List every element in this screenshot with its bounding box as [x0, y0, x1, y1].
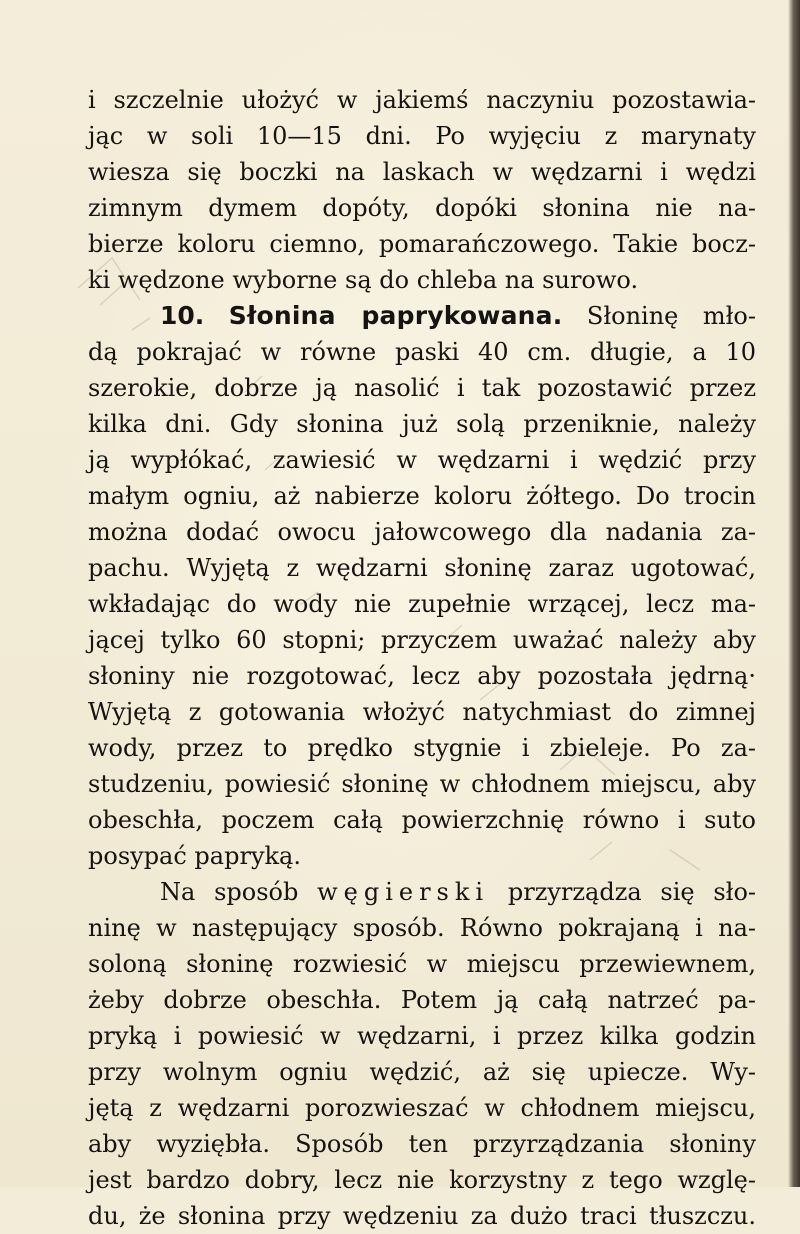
section-number: 10. [160, 301, 205, 330]
text-line: ki wędzone wyborne są do chleba na surowo. [88, 266, 639, 294]
text-line: Wyjętą z gotowania włożyć natychmiast do zimnej [88, 698, 756, 726]
text-line: jącej tylko 60 stopni; przyczem uważać należy aby [88, 626, 756, 654]
text-line: jąc w soli 10—15 dni. Po wyjęciu z marynaty [88, 122, 756, 150]
text-line: jętą z wędzarni porozwieszać w chłodnem miejscu, [88, 1094, 756, 1122]
page-text [88, 82, 756, 1234]
section-heading-line [88, 298, 756, 334]
text-line: jest bardzo dobry, lecz nie korzystny z tego wzglę- [88, 1166, 756, 1194]
text-line: przy wolnym ogniu wędzić, aż się upiecze. Wy- [88, 1058, 756, 1086]
section-title: Słonina paprykowana. [228, 301, 563, 330]
text-line: małym ogniu, aż nabierze koloru żółtego. Do trocin [88, 482, 756, 510]
text-line: zimnym dymem dopóty, dopóki słonina nie na- [88, 194, 756, 222]
text-line: żeby dobrze obeschła. Potem ją całą natrzeć pa- [88, 986, 756, 1014]
text-line: bierze koloru ciemno, pomarańczowego. Takie bocz- [88, 230, 756, 258]
page-binding-edge [788, 0, 800, 1187]
text-line: i szczelnie ułożyć w jakiemś naczyniu pozostawia- [88, 86, 756, 114]
text-line: można dodać owocu jałowcowego dla nadania za- [88, 518, 756, 546]
text-line: wiesza się boczki na laskach w wędzarni i wędzi [88, 158, 756, 186]
text-line: du, że słonina przy wędzeniu za dużo traci tłuszczu. [88, 1202, 756, 1230]
text-line: pryką i powiesić w wędzarni, i przez kilka godzin [88, 1022, 756, 1050]
paragraph-start-line [88, 874, 756, 910]
text-segment: Na sposób [160, 878, 299, 906]
text-line: wkładając do wody nie zupełnie wrzącej, lecz ma- [88, 590, 756, 618]
text-line: posypać papryką. [88, 842, 301, 870]
text-line: ninę w następujący sposób. Równo pokrajaną i na- [88, 914, 756, 942]
text-line: aby wyziębła. Sposób ten przyrządzania słoniny [88, 1130, 756, 1158]
text-segment: przyrządza się sło- [507, 878, 756, 906]
text-line: soloną słoninę rozwiesić w miejscu przewiewnem, [88, 950, 756, 978]
text-line: studzeniu, powiesić słoninę w chłodnem miejscu, aby [88, 770, 756, 798]
text-line: słoniny nie rozgotować, lecz aby pozostała jędrną· [88, 662, 756, 690]
text-line: kilka dni. Gdy słonina już solą przeniknie, należy [88, 410, 756, 438]
spaced-emphasis: węgierski [317, 878, 490, 906]
text-line: szerokie, dobrze ją nasolić i tak pozostawić przez [88, 374, 756, 402]
text-line: obeschła, poczem całą powierzchnię równo i suto [88, 806, 756, 834]
section-text-start: Słoninę mło- [586, 302, 756, 330]
text-line: dą pokrajać w równe paski 40 cm. długie, a 10 [88, 338, 756, 366]
text-line: pachu. Wyjętą z wędzarni słoninę zaraz ugotować, [88, 554, 756, 582]
text-line: ją wypłókać, zawiesić w wędzarni i wędzić przy [88, 446, 756, 474]
text-line: wody, przez to prędko stygnie i zbieleje. Po za- [88, 734, 756, 762]
